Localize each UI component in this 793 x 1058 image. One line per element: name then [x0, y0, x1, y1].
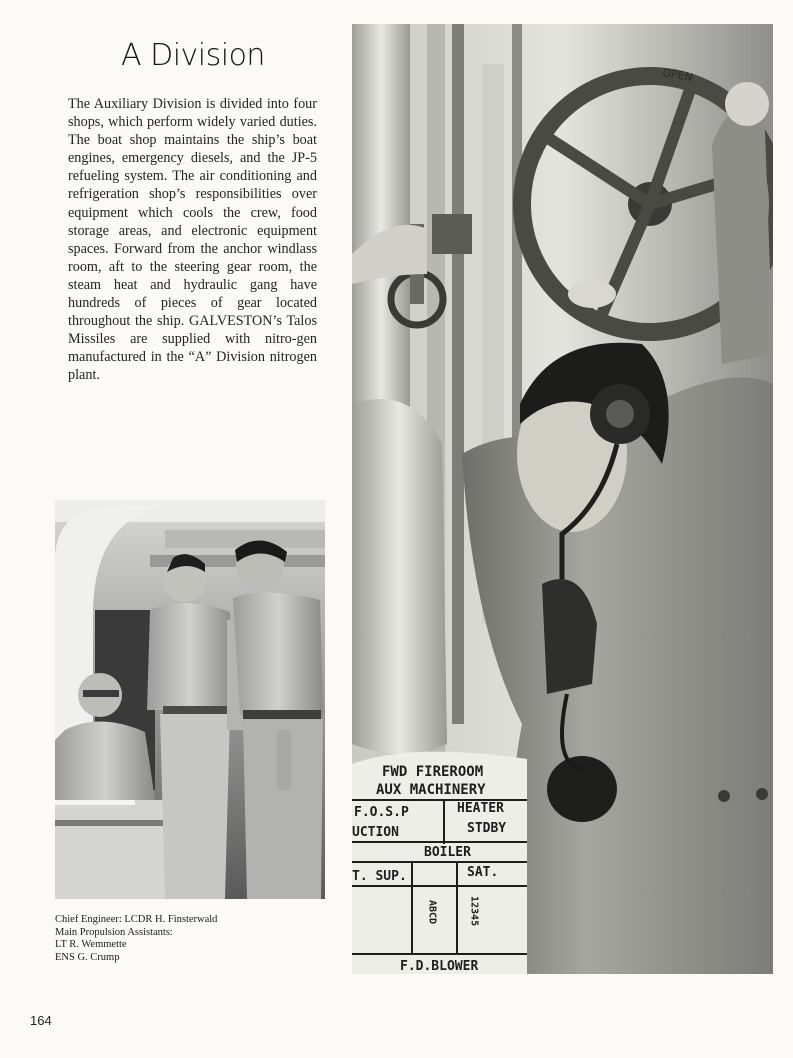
sign-sat: SAT. [467, 865, 499, 880]
sign-heater: HEATER [457, 801, 504, 816]
sign-row-aux-machinery: AUX MACHINERY [376, 782, 486, 798]
page-number: 164 [30, 1013, 52, 1028]
sign-fosp: F.O.S.P [354, 805, 409, 820]
sign-letters-column: ABCD [426, 900, 438, 925]
photo-caption [55, 914, 325, 964]
sailor-photo-drawing [352, 24, 773, 974]
sign-sup: T. SUP. [352, 869, 407, 884]
officers-photo [55, 500, 325, 899]
caption-ens-crump: ENS G. Crump [55, 951, 120, 963]
sign-row-fwd-fireroom: FWD FIREROOM [382, 764, 484, 780]
sailor-photo [352, 24, 773, 974]
page-title: A Division [121, 38, 265, 73]
sign-digits-column: 12345 [468, 896, 480, 927]
caption-main-propulsion: Main Propulsion Assistants: [55, 926, 173, 938]
sign-boiler: BOILER [424, 845, 471, 860]
caption-chief-engineer: Chief Engineer: LCDR H. Finsterwald [55, 914, 218, 925]
sign-suction: UCTION [352, 825, 399, 840]
valve-open-label: OPEN [661, 66, 694, 85]
sign-fd-blower: F.D.BLOWER [400, 959, 479, 974]
body-paragraph: The Auxiliary Division is divided into four shops, which perform widely varied duties. The boat shop maintains the ship’s boat engines, emergency diesels, and the JP-5 refueling system. The air conditioning and refrigeration shop’s responsibilities over equipment which cools the crew, food storage areas, and electronic equipment spaces. Forward from the anchor windlass room, aft to the steering gear room, the steam heat and hydraulic gang have hundreds of pieces of gear located throughout the ship. GALVESTON’s Talos Missiles are supplied with nitro-gen manufactured in the “A” Division nitrogen plant. [68, 96, 317, 384]
sign-stdby: STDBY [467, 821, 507, 836]
officers-photo-drawing [55, 500, 325, 899]
status-board-sign [352, 752, 527, 974]
caption-lt-wemmette: LT R. Wemmette [55, 939, 127, 950]
